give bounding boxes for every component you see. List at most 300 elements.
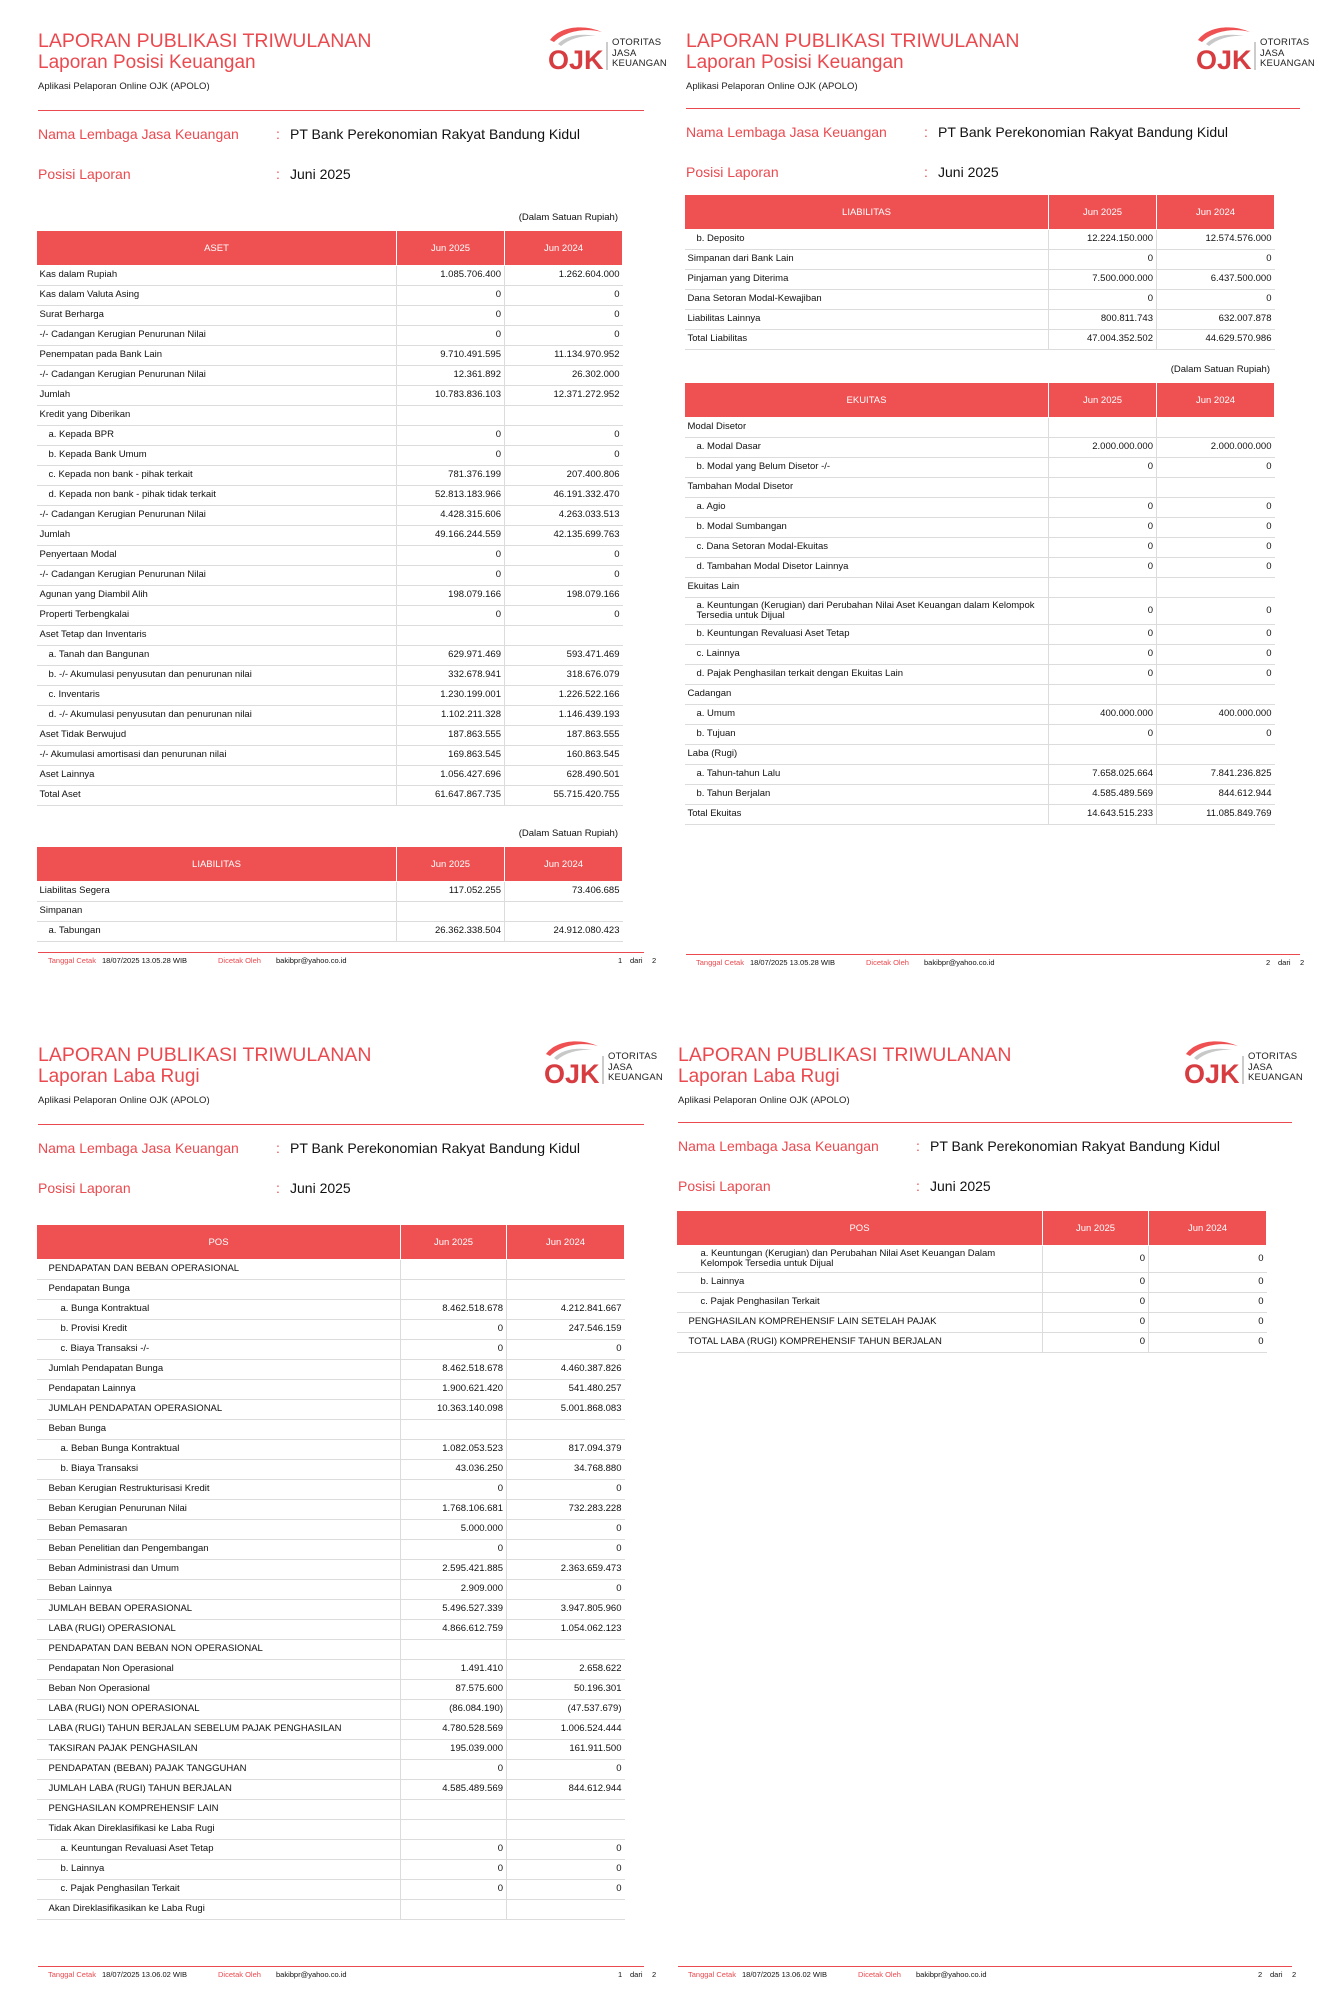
table-row (37, 922, 623, 942)
report-table-pos (36, 1224, 625, 1920)
row-value-2025: 0 (1049, 518, 1157, 538)
info-value: Juni 2025 (938, 164, 999, 180)
row-value-2025: 0 (397, 546, 505, 566)
row-value-2025: 0 (401, 1880, 507, 1900)
row-label: a. Keuntungan (Kerugian) dan Perubahan Nilai Aset Keuangan Dalam Kelompok Tersedia untuk Dijual (677, 1246, 1043, 1273)
row-value-2025: 0 (401, 1540, 507, 1560)
period-row (38, 1180, 654, 1202)
table-header-row (677, 1211, 1267, 1246)
row-label: Beban Bunga (37, 1420, 401, 1440)
row-label: a. Keuntungan Revaluasi Aset Tetap (37, 1840, 401, 1860)
row-value-2025 (1049, 745, 1157, 765)
footer-page: 2 (1258, 1970, 1263, 1979)
report-page-4 (668, 1022, 1302, 1992)
info-value: Juni 2025 (930, 1178, 991, 1194)
row-value-2024: 50.196.301 (507, 1680, 625, 1700)
row-value-2025 (1049, 578, 1157, 598)
row-label: d. Kepada non bank - pihak tidak terkait (37, 486, 397, 506)
table-row (685, 805, 1275, 825)
row-label: JUMLAH BEBAN OPERASIONAL (37, 1600, 401, 1620)
row-value-2025: 4.428.315.606 (397, 506, 505, 526)
ojk-logo (1192, 22, 1315, 78)
row-value-2025: 1.900.621.420 (401, 1380, 507, 1400)
ojk-logo (1180, 1036, 1303, 1092)
row-label: Beban Non Operasional (37, 1680, 401, 1700)
table-row (685, 558, 1275, 578)
column-header-period: Jun 2025 (401, 1225, 507, 1260)
row-label: Agunan yang Diambil Alih (37, 586, 397, 606)
row-value-2024: 7.841.236.825 (1157, 765, 1275, 785)
ojk-logo-mark (1180, 1036, 1250, 1092)
table-row (685, 518, 1275, 538)
ojk-logo-text (1260, 38, 1315, 70)
table-row (37, 1900, 625, 1920)
footer-of: dari (630, 956, 643, 965)
row-label: Ekuitas Lain (685, 578, 1049, 598)
table-row (685, 230, 1275, 250)
row-value-2024: 541.480.257 (507, 1380, 625, 1400)
row-label: a. Bunga Kontraktual (37, 1300, 401, 1320)
row-value-2024: 732.283.228 (507, 1500, 625, 1520)
row-label: b. Provisi Kredit (37, 1320, 401, 1340)
row-label: a. Modal Dasar (685, 438, 1049, 458)
row-value-2024: 0 (507, 1580, 625, 1600)
row-value-2024: 198.079.166 (505, 586, 623, 606)
row-value-2025 (401, 1900, 507, 1920)
row-value-2025: 0 (1049, 725, 1157, 745)
row-value-2024 (507, 1260, 625, 1280)
row-value-2024: 0 (505, 446, 623, 466)
row-value-2025: 195.039.000 (401, 1740, 507, 1760)
row-value-2024: 0 (507, 1860, 625, 1880)
report-subtitle: Laporan Posisi Keuangan (38, 52, 256, 73)
table-row (37, 1740, 625, 1760)
unit-note: (Dalam Satuan Rupiah) (518, 828, 618, 839)
row-value-2024: 0 (1157, 725, 1275, 745)
row-value-2024: 0 (1157, 518, 1275, 538)
row-label: a. Umum (685, 705, 1049, 725)
row-value-2025: 0 (397, 446, 505, 466)
row-value-2024: 817.094.379 (507, 1440, 625, 1460)
row-label: PENDAPATAN DAN BEBAN OPERASIONAL (37, 1260, 401, 1280)
row-value-2025: 0 (1049, 290, 1157, 310)
row-value-2025: 0 (1049, 250, 1157, 270)
row-value-2024: 1.262.604.000 (505, 266, 623, 286)
table-row (37, 1320, 625, 1340)
row-label: b. Tahun Berjalan (685, 785, 1049, 805)
table-row (37, 1360, 625, 1380)
table-row (37, 286, 623, 306)
row-value-2024: 844.612.944 (507, 1780, 625, 1800)
row-value-2025: 4.866.612.759 (401, 1620, 507, 1640)
table-row (37, 1460, 625, 1480)
row-value-2024: 24.912.080.423 (505, 922, 623, 942)
row-value-2025: 0 (397, 306, 505, 326)
column-header-period: Jun 2025 (1049, 195, 1157, 230)
row-value-2025: 49.166.244.559 (397, 526, 505, 546)
row-value-2025: 0 (401, 1340, 507, 1360)
row-value-2025: 2.000.000.000 (1049, 438, 1157, 458)
row-value-2024 (1157, 578, 1275, 598)
table-row (677, 1313, 1267, 1333)
table-row (685, 438, 1275, 458)
table-row (37, 786, 623, 806)
row-value-2025: 10.363.140.098 (401, 1400, 507, 1420)
table-row (37, 606, 623, 626)
row-value-2025: 2.909.000 (401, 1580, 507, 1600)
row-label: b. Biaya Transaksi (37, 1460, 401, 1480)
table-row (37, 326, 623, 346)
app-name: Aplikasi Pelaporan Online OJK (APOLO) (38, 81, 210, 92)
row-label: PENDAPATAN DAN BEBAN NON OPERASIONAL (37, 1640, 401, 1660)
report-footer (38, 1970, 657, 1984)
row-value-2024: 2.658.622 (507, 1660, 625, 1680)
row-value-2025: 187.863.555 (397, 726, 505, 746)
footer-divider (38, 1966, 644, 1967)
row-label: JUMLAH PENDAPATAN OPERASIONAL (37, 1400, 401, 1420)
ojk-logo-line: JASA (1260, 47, 1285, 59)
row-value-2025: 0 (1049, 665, 1157, 685)
info-colon: : (276, 166, 280, 182)
column-header-period: Jun 2024 (1157, 383, 1275, 418)
report-table-ekuitas (684, 382, 1275, 825)
institution-row (678, 1138, 1302, 1160)
row-value-2024 (505, 626, 623, 646)
table-row (37, 1500, 625, 1520)
row-value-2025: 0 (1043, 1313, 1149, 1333)
table-row (37, 1340, 625, 1360)
table-row (37, 406, 623, 426)
table-row (37, 1580, 625, 1600)
app-name: Aplikasi Pelaporan Online OJK (APOLO) (38, 1095, 210, 1106)
row-label: Pendapatan Non Operasional (37, 1660, 401, 1680)
row-value-2025: 0 (1049, 558, 1157, 578)
row-label: Total Liabilitas (685, 330, 1049, 350)
ojk-logo-letters: OJK (544, 1059, 600, 1089)
row-value-2024: 11.085.849.769 (1157, 805, 1275, 825)
row-label: Modal Disetor (685, 418, 1049, 438)
row-value-2024 (507, 1820, 625, 1840)
table-row (37, 566, 623, 586)
row-value-2024: 5.001.868.083 (507, 1400, 625, 1420)
table-row (685, 785, 1275, 805)
row-label: Beban Pemasaran (37, 1520, 401, 1540)
row-value-2024 (507, 1800, 625, 1820)
row-value-2024: 4.460.387.826 (507, 1360, 625, 1380)
footer-of: dari (1270, 1970, 1283, 1979)
row-label: Beban Kerugian Restrukturisasi Kredit (37, 1480, 401, 1500)
row-label: Penyertaan Modal (37, 546, 397, 566)
row-value-2025: 87.575.600 (401, 1680, 507, 1700)
row-value-2024: 2.000.000.000 (1157, 438, 1275, 458)
table-row (37, 882, 623, 902)
row-value-2025: 1.085.706.400 (397, 266, 505, 286)
row-value-2024 (1157, 478, 1275, 498)
table-row (37, 646, 623, 666)
table-row (37, 1700, 625, 1720)
footer-page: 1 (618, 956, 623, 965)
row-value-2025: 4.780.528.569 (401, 1720, 507, 1740)
column-header-item: LIABILITAS (685, 195, 1049, 230)
row-label: Jumlah (37, 386, 397, 406)
app-name: Aplikasi Pelaporan Online OJK (APOLO) (686, 81, 858, 92)
footer-print-value: 18/07/2025 13.06.02 WIB (742, 1970, 828, 1979)
row-value-2024: 0 (1149, 1246, 1267, 1273)
table-row (685, 458, 1275, 478)
row-label: b. Lainnya (677, 1273, 1043, 1293)
footer-by-label: Dicetak Oleh (866, 958, 909, 967)
row-value-2025: 12.361.892 (397, 366, 505, 386)
row-value-2024: 6.437.500.000 (1157, 270, 1275, 290)
row-value-2024: 844.612.944 (1157, 785, 1275, 805)
row-value-2024: 0 (505, 566, 623, 586)
report-title: LAPORAN PUBLIKASI TRIWULANAN (38, 1044, 372, 1066)
row-label: b. Lainnya (37, 1860, 401, 1880)
footer-of: dari (630, 1970, 643, 1979)
row-value-2024: 42.135.699.763 (505, 526, 623, 546)
row-label: d. Tambahan Modal Disetor Lainnya (685, 558, 1049, 578)
info-colon: : (276, 126, 280, 142)
period-row (678, 1178, 1302, 1200)
row-value-2025: 4.585.489.569 (1049, 785, 1157, 805)
footer-by-label: Dicetak Oleh (218, 956, 261, 965)
info-value: PT Bank Perekonomian Rakyat Bandung Kidul (938, 124, 1229, 140)
row-label: c. Pajak Penghasilan Terkait (37, 1880, 401, 1900)
row-value-2025 (401, 1420, 507, 1440)
row-value-2025: 2.595.421.885 (401, 1560, 507, 1580)
row-value-2025: 1.082.053.523 (401, 1440, 507, 1460)
table-row (677, 1273, 1267, 1293)
table-header-row (685, 195, 1275, 230)
table-row (685, 598, 1275, 625)
row-value-2024: 0 (505, 426, 623, 446)
table-row (37, 426, 623, 446)
row-value-2024: 0 (505, 286, 623, 306)
row-value-2024: 55.715.420.755 (505, 786, 623, 806)
row-value-2025: 0 (401, 1320, 507, 1340)
table-row (685, 310, 1275, 330)
row-value-2025: 0 (397, 566, 505, 586)
table-row (37, 1620, 625, 1640)
report-title: LAPORAN PUBLIKASI TRIWULANAN (678, 1044, 1012, 1066)
table-row (37, 706, 623, 726)
row-value-2024: 0 (507, 1340, 625, 1360)
row-value-2024 (507, 1280, 625, 1300)
table-row (685, 665, 1275, 685)
row-label: b. Modal Sumbangan (685, 518, 1049, 538)
row-value-2025: 26.362.338.504 (397, 922, 505, 942)
table-row (37, 1720, 625, 1740)
row-label: a. Tabungan (37, 922, 397, 942)
footer-print-value: 18/07/2025 13.05.28 WIB (750, 958, 836, 967)
footer-print-value: 18/07/2025 13.06.02 WIB (102, 1970, 188, 1979)
table-row (685, 478, 1275, 498)
info-value: PT Bank Perekonomian Rakyat Bandung Kidul (290, 1140, 581, 1156)
table-row (37, 266, 623, 286)
column-header-period: Jun 2024 (1157, 195, 1275, 230)
row-value-2025 (1049, 478, 1157, 498)
row-label: Pinjaman yang Diterima (685, 270, 1049, 290)
info-label: Posisi Laporan (38, 1180, 131, 1196)
table-row (37, 366, 623, 386)
report-subtitle: Laporan Laba Rugi (678, 1066, 840, 1087)
row-value-2024: 34.768.880 (507, 1460, 625, 1480)
row-value-2024 (507, 1420, 625, 1440)
row-value-2024: 2.363.659.473 (507, 1560, 625, 1580)
row-value-2025: 7.500.000.000 (1049, 270, 1157, 290)
ojk-logo-line: OTORITAS (1248, 1051, 1298, 1062)
table-row (37, 1820, 625, 1840)
row-label: c. Lainnya (685, 645, 1049, 665)
row-label: Aset Tetap dan Inventaris (37, 626, 397, 646)
footer-divider (38, 952, 644, 953)
row-label: Beban Administrasi dan Umum (37, 1560, 401, 1580)
row-value-2025: 9.710.491.595 (397, 346, 505, 366)
row-label: d. -/- Akumulasi penyusutan dan penurunan nilai (37, 706, 397, 726)
table-row (37, 526, 623, 546)
row-value-2024: 3.947.805.960 (507, 1600, 625, 1620)
column-header-item: ASET (37, 231, 397, 266)
row-value-2024: 4.263.033.513 (505, 506, 623, 526)
table-row (685, 418, 1275, 438)
ojk-logo (544, 22, 667, 78)
row-label: Tidak Akan Direklasifikasi ke Laba Rugi (37, 1820, 401, 1840)
info-label: Nama Lembaga Jasa Keuangan (678, 1138, 879, 1154)
row-value-2025 (1049, 685, 1157, 705)
info-label: Nama Lembaga Jasa Keuangan (38, 126, 239, 142)
row-label: Cadangan (685, 685, 1049, 705)
table-row (685, 578, 1275, 598)
row-value-2024: 0 (1157, 250, 1275, 270)
report-title: LAPORAN PUBLIKASI TRIWULANAN (38, 30, 372, 52)
row-value-2025: 0 (1049, 645, 1157, 665)
row-label: b. Tujuan (685, 725, 1049, 745)
row-value-2025 (1049, 418, 1157, 438)
row-value-2024: 0 (1157, 625, 1275, 645)
table-row (685, 745, 1275, 765)
row-value-2024: 1.146.439.193 (505, 706, 623, 726)
row-value-2024: (47.537.679) (507, 1700, 625, 1720)
report-table-aset (36, 230, 623, 806)
row-value-2025: 47.004.352.502 (1049, 330, 1157, 350)
info-value: PT Bank Perekonomian Rakyat Bandung Kidul (930, 1138, 1221, 1154)
app-name: Aplikasi Pelaporan Online OJK (APOLO) (678, 1095, 850, 1106)
row-value-2024: 0 (507, 1520, 625, 1540)
row-label: a. Beban Bunga Kontraktual (37, 1440, 401, 1460)
row-value-2025: 0 (1049, 625, 1157, 645)
row-value-2025: 0 (397, 286, 505, 306)
table-row (37, 1760, 625, 1780)
row-value-2025: 0 (1049, 458, 1157, 478)
row-label: Tambahan Modal Disetor (685, 478, 1049, 498)
column-header-period: Jun 2025 (1043, 1211, 1149, 1246)
row-label: Liabilitas Segera (37, 882, 397, 902)
row-label: b. -/- Akumulasi penyusutan dan penurunan nilai (37, 666, 397, 686)
unit-note: (Dalam Satuan Rupiah) (1170, 364, 1270, 375)
table-row (37, 666, 623, 686)
table-row (37, 746, 623, 766)
table-row (37, 1840, 625, 1860)
institution-row (38, 126, 654, 148)
row-value-2024: 1.226.522.166 (505, 686, 623, 706)
table-row (685, 498, 1275, 518)
row-value-2024: 0 (1149, 1333, 1267, 1353)
row-value-2025 (401, 1640, 507, 1660)
row-label: LABA (RUGI) NON OPERASIONAL (37, 1700, 401, 1720)
row-value-2025: 781.376.199 (397, 466, 505, 486)
ojk-logo-line: OTORITAS (1260, 37, 1310, 48)
row-value-2024: 26.302.000 (505, 366, 623, 386)
row-label: Kas dalam Valuta Asing (37, 286, 397, 306)
row-value-2024: 593.471.469 (505, 646, 623, 666)
row-label: c. Dana Setoran Modal-Ekuitas (685, 538, 1049, 558)
row-value-2025: 117.052.255 (397, 882, 505, 902)
row-label: a. Agio (685, 498, 1049, 518)
footer-divider (678, 1966, 1292, 1967)
report-page-2 (676, 8, 1315, 988)
row-value-2024: 207.400.806 (505, 466, 623, 486)
table-row (685, 250, 1275, 270)
row-label: -/- Cadangan Kerugian Penurunan Nilai (37, 506, 397, 526)
row-label: c. Pajak Penghasilan Terkait (677, 1293, 1043, 1313)
row-value-2024: 0 (507, 1840, 625, 1860)
footer-by-value: bakibpr@yahoo.co.id (924, 958, 995, 967)
footer-divider (686, 954, 1300, 955)
ojk-logo-mark (540, 1036, 610, 1092)
row-label: Total Ekuitas (685, 805, 1049, 825)
footer-total: 2 (652, 1970, 657, 1979)
row-value-2024: 73.406.685 (505, 882, 623, 902)
row-value-2024: 0 (507, 1880, 625, 1900)
report-title: LAPORAN PUBLIKASI TRIWULANAN (686, 30, 1020, 52)
row-value-2024: 46.191.332.470 (505, 486, 623, 506)
footer-print-label: Tanggal Cetak (48, 1970, 96, 1979)
ojk-logo-letters: OJK (548, 45, 604, 75)
column-header-period: Jun 2025 (397, 847, 505, 882)
row-value-2024: 0 (1157, 498, 1275, 518)
footer-total: 2 (1300, 958, 1305, 967)
row-label: Jumlah (37, 526, 397, 546)
row-value-2024: 0 (1157, 290, 1275, 310)
row-label: c. Biaya Transaksi -/- (37, 1340, 401, 1360)
ojk-logo-line: JASA (608, 1061, 633, 1073)
row-label: LABA (RUGI) OPERASIONAL (37, 1620, 401, 1640)
row-label: Pendapatan Lainnya (37, 1380, 401, 1400)
row-value-2024: 0 (507, 1480, 625, 1500)
row-label: a. Kepada BPR (37, 426, 397, 446)
row-value-2024 (1157, 418, 1275, 438)
table-row (37, 1860, 625, 1880)
row-label: -/- Akumulasi amortisasi dan penurunan nilai (37, 746, 397, 766)
table-row (37, 466, 623, 486)
row-label: Dana Setoran Modal-Kewajiban (685, 290, 1049, 310)
header-divider (686, 108, 1300, 109)
ojk-logo-line: KEUANGAN (1260, 58, 1315, 69)
table-row (685, 645, 1275, 665)
table-row (37, 486, 623, 506)
row-value-2024: 318.676.079 (505, 666, 623, 686)
row-label: -/- Cadangan Kerugian Penurunan Nilai (37, 366, 397, 386)
table-row (37, 1300, 625, 1320)
report-page-1 (28, 8, 667, 988)
footer-of: dari (1278, 958, 1291, 967)
row-value-2025: 198.079.166 (397, 586, 505, 606)
row-value-2025: 5.496.527.339 (401, 1600, 507, 1620)
ojk-logo-line: OTORITAS (608, 1051, 658, 1062)
row-value-2025: 0 (1049, 498, 1157, 518)
row-label: Beban Penelitian dan Pengembangan (37, 1540, 401, 1560)
institution-row (686, 124, 1310, 146)
